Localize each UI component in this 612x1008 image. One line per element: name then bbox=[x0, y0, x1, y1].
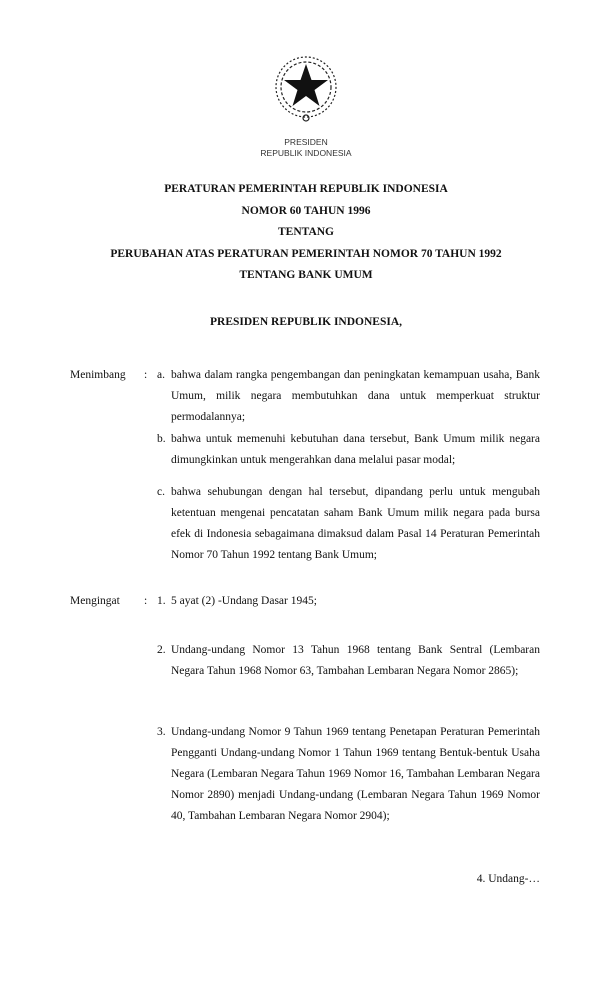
regulation-title: PERATURAN PEMERINTAH REPUBLIK INDONESIA bbox=[164, 183, 448, 195]
item-marker: 3. bbox=[157, 726, 166, 738]
regulation-about: TENTANG bbox=[277, 226, 335, 238]
item-text: bahwa sehubungan dengan hal tersebut, dipandang perlu untuk mengubah ketentuan mengenai pencatatan saham Bank Umum milik negara pada bursa efek di Indonesia sebagaimana dimaksud dalam Pasal 14 Peraturan Pemerintah Nomor 70 Tahun 1992 tentang Bank Umum; bbox=[171, 486, 540, 561]
president-heading: PRESIDEN REPUBLIK INDONESIA, bbox=[209, 316, 403, 328]
item-marker: 2. bbox=[157, 644, 166, 656]
item-text: Undang-undang Nomor 13 Tahun 1968 tentang Bank Sentral (Lembaran Negara Tahun 1968 Nomor 63, Tambahan Lembaran Negara Nomor 2865); bbox=[171, 644, 540, 677]
mengingat-item bbox=[157, 640, 540, 682]
mengingat-label: Mengingat bbox=[70, 595, 120, 607]
item-text: bahwa untuk memenuhi kebutuhan dana tersebut, Bank Umum milik negara dimungkinkan untuk mengerahkan dana melalui pasar modal; bbox=[171, 433, 540, 466]
menimbang-item bbox=[157, 365, 540, 428]
mengingat-item bbox=[157, 722, 540, 827]
emblem-caption-president: PRESIDEN bbox=[284, 137, 328, 147]
regulation-subject-2: TENTANG BANK UMUM bbox=[239, 269, 373, 281]
menimbang-label: Menimbang bbox=[70, 369, 126, 381]
item-marker: 1. bbox=[157, 595, 166, 607]
item-text: bahwa dalam rangka pengembangan dan peningkatan kemampuan usaha, Bank Umum, milik negara membutuhkan dana untuk memperkuat struktur permodalannya; bbox=[171, 369, 540, 423]
item-marker: c. bbox=[157, 486, 165, 498]
regulation-subject: PERUBAHAN ATAS PERATURAN PEMERINTAH NOMOR 70 TAHUN 1992 bbox=[110, 248, 502, 260]
page-continuation: 4. Undang-… bbox=[476, 873, 540, 885]
menimbang-item bbox=[157, 482, 540, 566]
garuda-star-emblem bbox=[271, 50, 341, 130]
menimbang-colon: : bbox=[144, 369, 148, 381]
mengingat-item bbox=[157, 591, 540, 612]
item-marker: a. bbox=[157, 369, 165, 381]
item-text: 5 ayat (2) -Undang Dasar 1945; bbox=[171, 595, 317, 607]
menimbang-item bbox=[157, 429, 540, 471]
item-text: Undang-undang Nomor 9 Tahun 1969 tentang Penetapan Peraturan Pemerintah Pengganti Undang-undang Nomor 1 Tahun 1969 tentang Bentuk-bentuk Usaha Negara (Lembaran Negara Tahun 1969 Nomor 16, Tambahan Lembaran Negara Nomor 2890) menjadi Undang-undang (Lembaran Negara Tahun 1969 Nomor 40, Tambahan Lembaran Negara Nomor 2904); bbox=[171, 726, 540, 822]
mengingat-colon: : bbox=[144, 595, 148, 607]
item-marker: b. bbox=[157, 433, 166, 445]
regulation-number: NOMOR 60 TAHUN 1996 bbox=[241, 205, 371, 217]
emblem-caption-republic: REPUBLIK INDONESIA bbox=[260, 148, 352, 158]
